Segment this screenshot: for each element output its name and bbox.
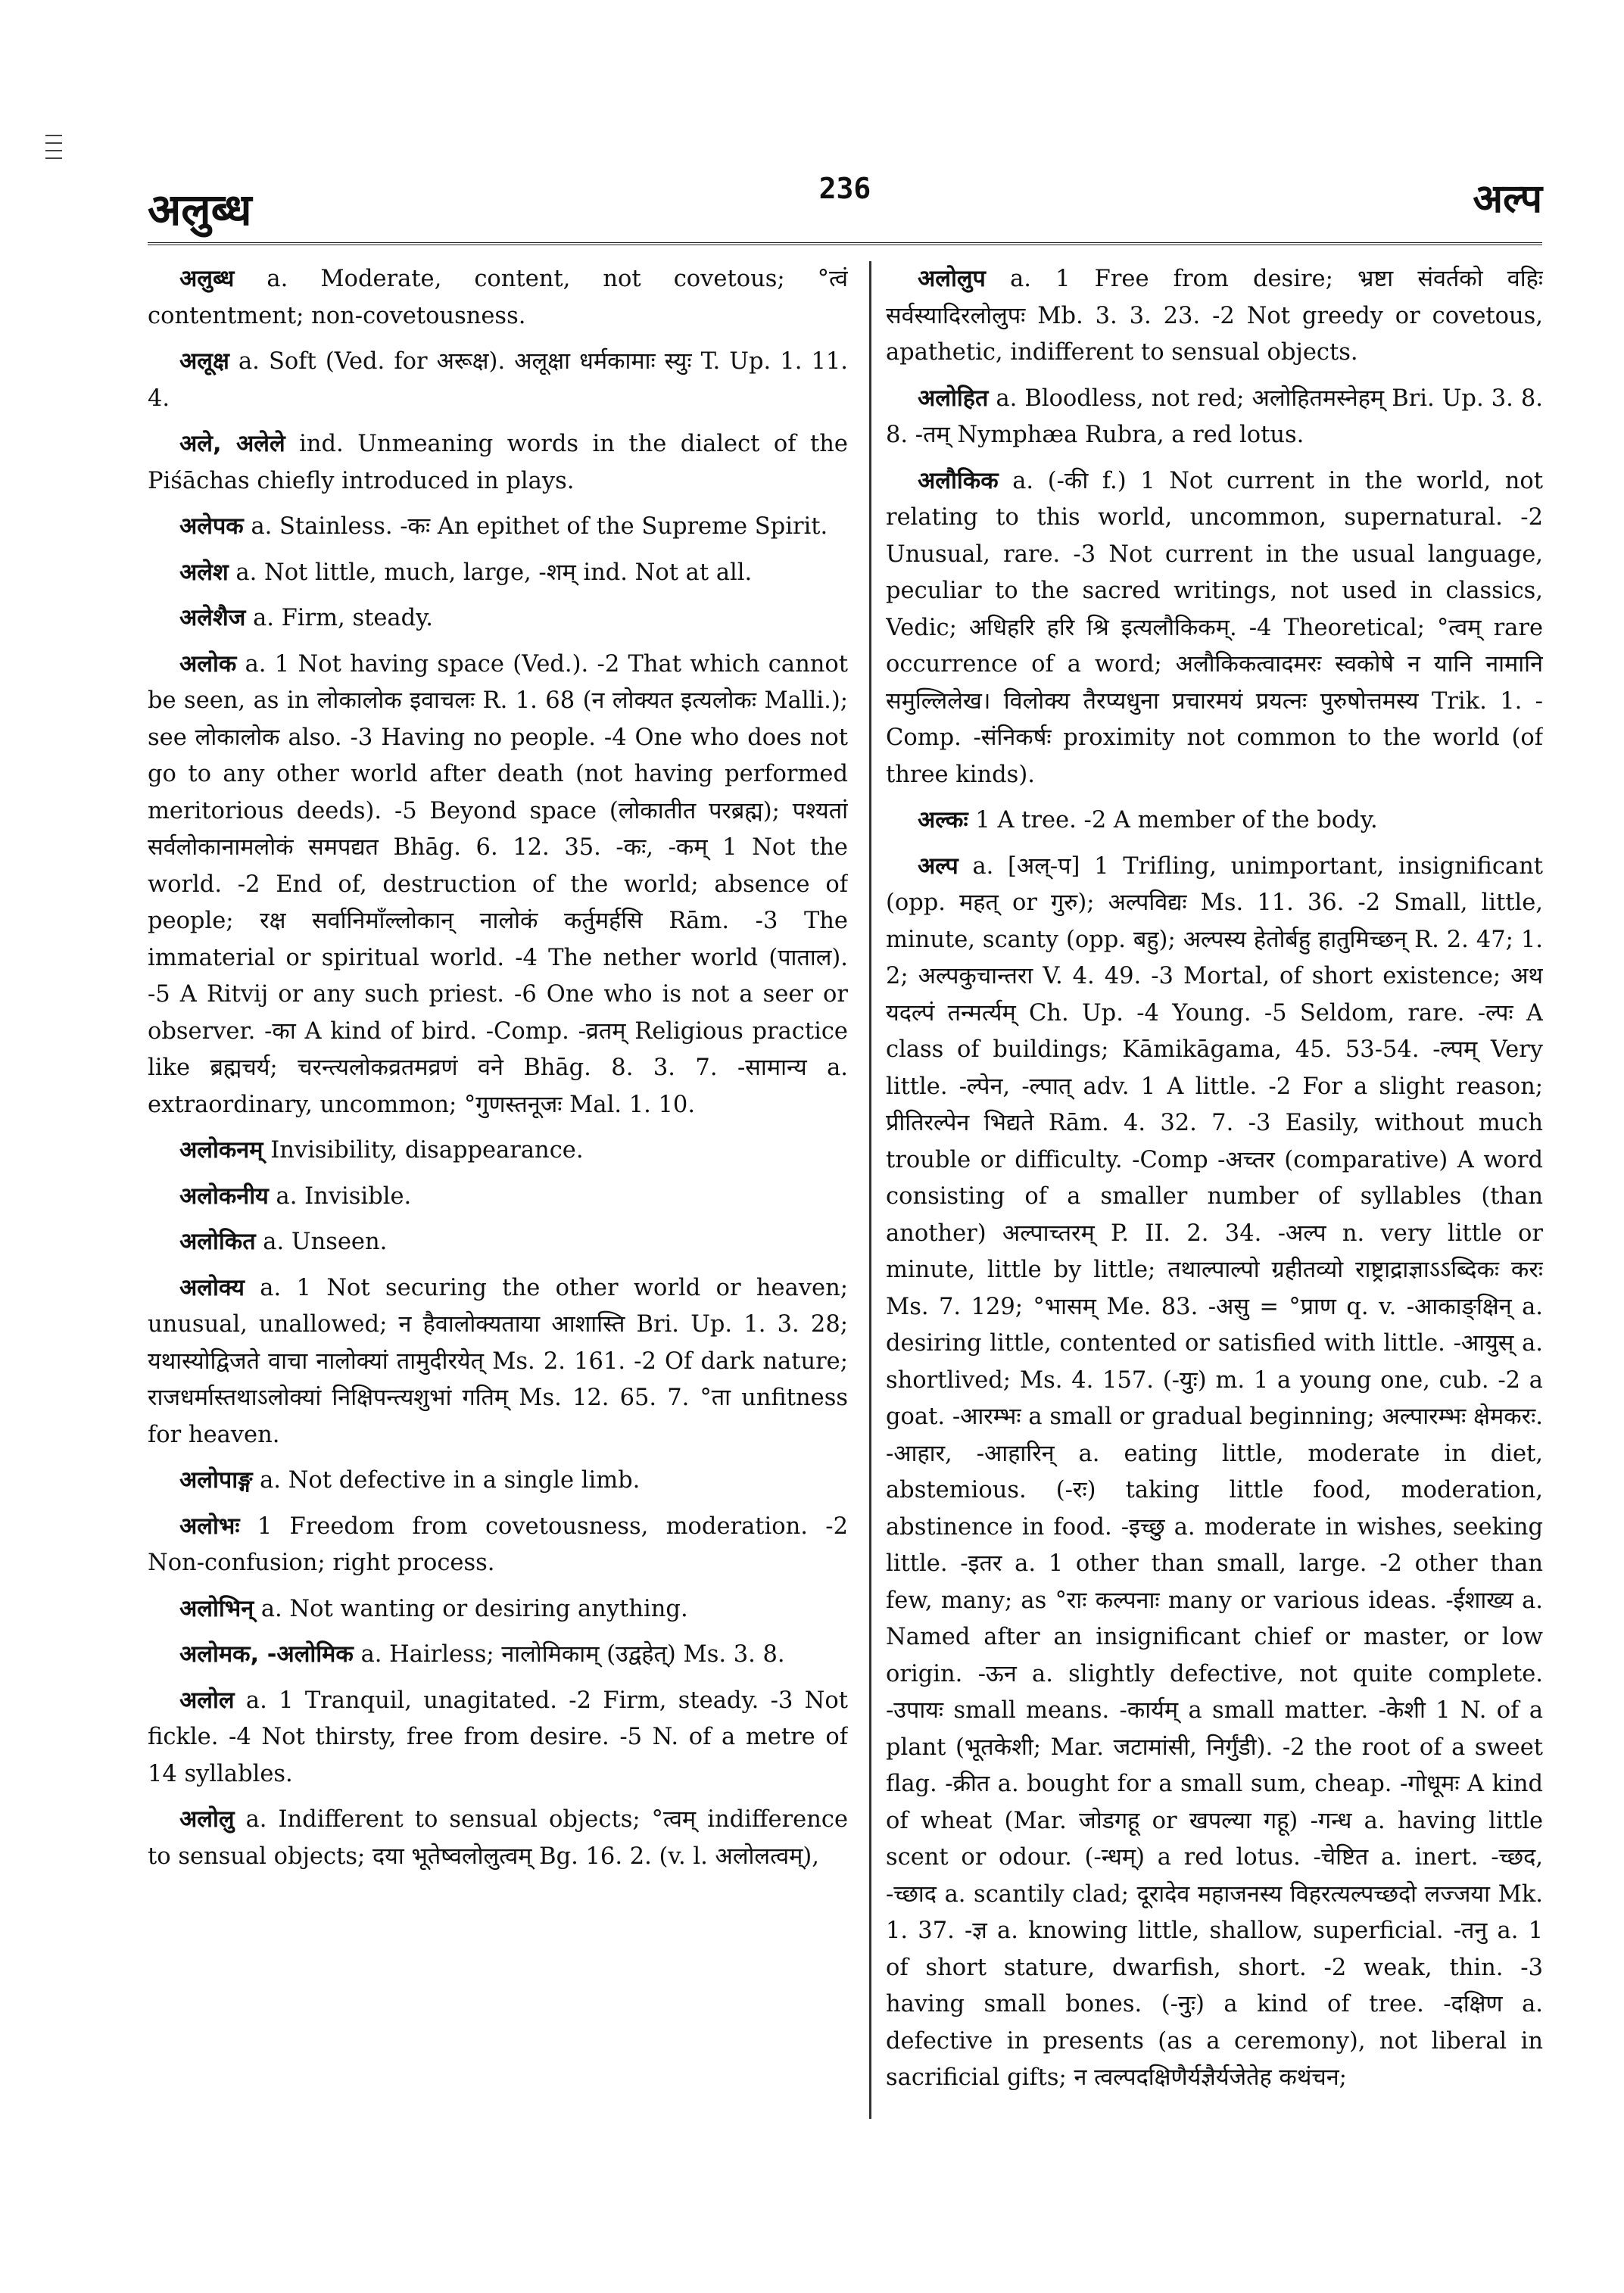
dictionary-entry [886,849,1543,2097]
entry-definition: ind. Unmeaning words in the dialect of the Piśāchas chiefly introduced in plays. [148,431,848,494]
entry-headword: अले, अलेले [179,431,285,457]
entry-headword: अल्प [918,852,959,880]
entry-headword: अलोल [179,1687,235,1714]
entry-definition: a. Unseen. [263,1229,388,1255]
entry-headword: अलोलु [179,1806,235,1833]
dictionary-entry [148,1637,848,1674]
entry-headword: अलोभः [179,1513,240,1540]
entry-headword: अलेपक [179,513,244,540]
dictionary-entry [148,646,848,1124]
entry-headword: अलोक्य [179,1274,245,1301]
left-running-headword: अलुब्ध [148,184,252,235]
dictionary-entry [148,600,848,637]
page-header [148,155,1542,246]
entry-definition: 1 Freedom from covetousness, moderation. -2 Non-confusion; right process. [148,1513,848,1576]
entry-definition: a. [अल्-प] 1 Trifling, unimportant, insignificant (opp. महत् or गुरु); अल्पविद्यः Ms. 11. 36. -2 Small, little, minute, scanty (opp. बहु); अल्पस्य हेतोर्बहु हातुमिच्छन् R. 2. 47; 1. 2; अल्पकुचान्तरा V. 4. 49. -3 Mortal, of short existence; अथ यदल्पं तन्मर्त्यम् Ch. Up. -4 Young. -5 Seldom, rare. -ल्पः A class of buildings; Kāmikāgama, 45. 53-54. -ल्पम् Very little. -ल्पेन, -ल्पात् adv. 1 A little. -2 For a slight reason; प्रीतिरल्पेन भिद्यते Rām. 4. 32. 7. -3 Easily, without much trouble or difficulty. -Comp -अच्तर (comparative) A word consisting of a smaller number of syllables (than another) अल्पाच्तरम् P. II. 2. 34. -अल्प n. very little or minute, little by little; तथाल्पाल्पो ग्रहीतव्यो राष्ट्राद्राज्ञाऽऽब्दिकः करः Ms. 7. 129; °भासम् Me. 83. -असु = °प्राण q. v. -आकाङ्क्षिन् a. desiring little, contented or satisfied with little. -आयुस् a. shortlived; Ms. 4. 157. (-युः) m. 1 a young one, cub. -2 a goat. -आरम्भः a small or gradual beginning; अल्पारम्भः क्षेमकरः. -आहार, -आहारिन् a. eating little, moderate in diet, abstemious. (-रः) taking little food, moderation, abstinence in food. -इच्छु a. moderate in wishes, seeking little. -इतर a. 1 other than small, large. -2 other than few, many; as °राः कल्पनाः many or various ideas. -ईशाख्य a. Named after an insignificant chief or master, or low origin. -ऊन a. slightly defective, not quite complete. -उपायः small means. -कार्यम् a small matter. -केशी 1 N. of a plant (भूतकेशी; Mar. जटामांसी, निर्गुंडी). -2 the root of a sweet flag. -क्रीत a. bought for a small sum, cheap. -गोधूमः A kind of wheat (Mar. जोडगहू or खपल्या गहू) -गन्ध a. having little scent or odour. (-न्धम्) a red lotus. -चेष्टित a. inert. -च्छद, -च्छाद a. scantily clad; दूरादेव महाजनस्य विहरत्यल्पच्छदो लज्जया Mk. 1. 37. -ज्ञ a. knowing little, shallow, superficial. -तनु a. 1 of short stature, dwarfish, short. -2 weak, thin. -3 having small bones. (-नुः) a kind of tree. -दक्षिण a. defective in presents (as a ceremony), not liberal in sacrificial gifts; न त्वल्पदक्षिणैर्यज्ञैर्यजेतेह कथंचन; [886,852,1543,2091]
entry-headword: अलोहित [918,385,989,412]
entry-headword: अलौकिक [918,467,999,494]
entry-definition: Invisibility, disappearance. [270,1137,584,1164]
dictionary-entry [886,261,1543,372]
entry-headword: अलोकित [179,1229,256,1255]
entry-definition: a. Not little, much, large, -शम् ind. Not at all. [235,559,753,586]
entry-headword: अलोलुप [918,266,986,292]
right-running-headword: अल्प [1473,176,1542,222]
page-number: 236 [818,172,871,205]
dictionary-entry [886,381,1543,454]
entry-headword: अलेश [179,559,229,586]
dictionary-entry [148,261,848,335]
dictionary-entry [148,1224,848,1261]
entry-definition: a. 1 Not securing the other world or heaven; unusual, unallowed; न हैवालोक्यताया आशास्ति Bri. Up. 1. 3. 28; यथास्योद्विजते वाचा नालोक्यां तामुदीरयेत् Ms. 2. 161. -2 Of dark nature; राजधर्मास्तथाऽलोक्यां निक्षिपन्त्यशुभां गतिम् Ms. 12. 65. 7. °ता unfitness for heaven. [148,1274,848,1448]
entry-definition: a. 1 Free from desire; भ्रष्टा संवर्तको वहिः सर्वस्यादिरलोलुपः Mb. 3. 3. 23. -2 Not greedy or covetous, apathetic, indifferent to sensual objects. [886,266,1543,366]
margin-tick-marks [45,135,62,165]
entry-headword: अलोपाङ्ग [179,1467,253,1494]
right-column [886,261,1543,2142]
dictionary-entry [148,1179,848,1216]
dictionary-entry [148,1802,848,1875]
entry-definition: a. Hairless; नालोमिकाम् (उद्वहेत्) Ms. 3. 8. [360,1641,785,1668]
entry-definition: a. (-की f.) 1 Not current in the world, not relating to this world, uncommon, supernatural. -2 Unusual, rare. -3 Not current in the usual language, peculiar to the sacred writings, not used in classics, Vedic; अधिहरि हरि श्रि इत्यलौकिकम्. -4 Theoretical; °त्वम् rare occurrence of a word; अलौकिकत्वादमरः स्वकोषे न यानि नामानि समुल्लिलेख। विलोक्य तैरप्यधुना प्रचारमयं प्रयत्नः पुरुषोत्तमस्य Trik. 1. -Comp. -संनिकर्षः proximity not common to the world (of three kinds). [886,467,1543,788]
entry-headword: अलेशैज [179,605,246,631]
entry-headword: अलोक [179,650,237,678]
entry-definition: a. 1 Not having space (Ved.). -2 That which cannot be seen, as in लोकालोक इवाचलः R. 1. 68 (न लोक्यत इत्यलोकः Malli.); see लोकालोक also. -3 Having no people. -4 One who does not go to any other world after death (not having performed meritorious deeds). -5 Beyond space (लोकातीत परब्रह्म); पश्यतां सर्वलोकानामलोकं समपद्यत Bhāg. 6. 12. 35. -कः, -कम् 1 Not the world. -2 End of, destruction of the world; absence of people; रक्ष सर्वानिमाँल्लोकान् नालोकं कर्तुमर्हसि Rām. -3 The immaterial or spiritual world. -4 The nether world (पाताल). -5 A Ritvij or any such priest. -6 One who is not a seer or observer. -का A kind of bird. -Comp. -व्रतम् Religious practice like ब्रह्मचर्य; चरन्त्यलोकव्रतमव्रणं वने Bhāg. 8. 3. 7. -सामान्य a. extraordinary, uncommon; °गुणस्तनूजः Mal. 1. 10. [148,650,848,1118]
header-rule [148,242,1542,245]
left-column [148,261,848,2142]
entry-definition: a. Moderate, content, not covetous; °त्वं contentment; non-covetousness. [148,266,848,329]
dictionary-entry [148,344,848,417]
entry-headword: अलुब्ध [179,266,235,292]
entry-definition: a. Not wanting or desiring anything. [260,1595,688,1622]
entry-definition: a. Not defective in a single limb. [260,1467,641,1494]
entry-definition: a. Indifferent to sensual objects; °त्वम् indifference to sensual objects; दया भूतेष्वलोलुत्वम् Bg. 16. 2. (v. l. अलोलत्वम्), [148,1806,848,1870]
entry-definition: a. Soft (Ved. for अरूक्ष). अलूक्षा धर्मकामाः स्युः T. Up. 1. 11. 4. [148,348,848,412]
dictionary-entry [886,463,1543,794]
entry-headword: अलूक्ष [179,348,229,375]
entry-definition: a. Invisible. [276,1182,412,1210]
entry-headword: अलोकनीय [179,1182,269,1210]
entry-headword: अल्कः [918,807,968,833]
dictionary-entry [148,426,848,500]
entry-definition: a. 1 Tranquil, unagitated. -2 Firm, steady. -3 Not fickle. -4 Not thirsty, free from desire. -5 N. of a metre of 14 syllables. [148,1687,848,1787]
dictionary-entry [148,509,848,546]
entry-headword: अलोमक, -अलोमिक [179,1641,354,1668]
dictionary-entry [148,1463,848,1500]
dictionary-entry [148,1683,848,1793]
entry-definition: a. Firm, steady. [253,605,433,631]
entry-definition: a. Bloodless, not red; अलोहितमस्नेहम् Bri. Up. 3. 8. 8. -तम् Nymphæa Rubra, a red lotus. [886,385,1543,448]
dictionary-entry [148,1132,848,1170]
dictionary-entry [148,555,848,592]
entry-definition: a. Stainless. -कः An epithet of the Supreme Spirit. [251,513,828,540]
column-divider [869,261,871,2119]
entry-definition: 1 A tree. -2 A member of the body. [975,807,1378,833]
dictionary-entry [148,1270,848,1454]
entry-headword: अलोभिन् [179,1595,254,1622]
entry-headword: अलोकनम् [179,1137,263,1164]
dictionary-entry [886,802,1543,840]
dictionary-entry [148,1591,848,1628]
dictionary-entry [148,1509,848,1582]
